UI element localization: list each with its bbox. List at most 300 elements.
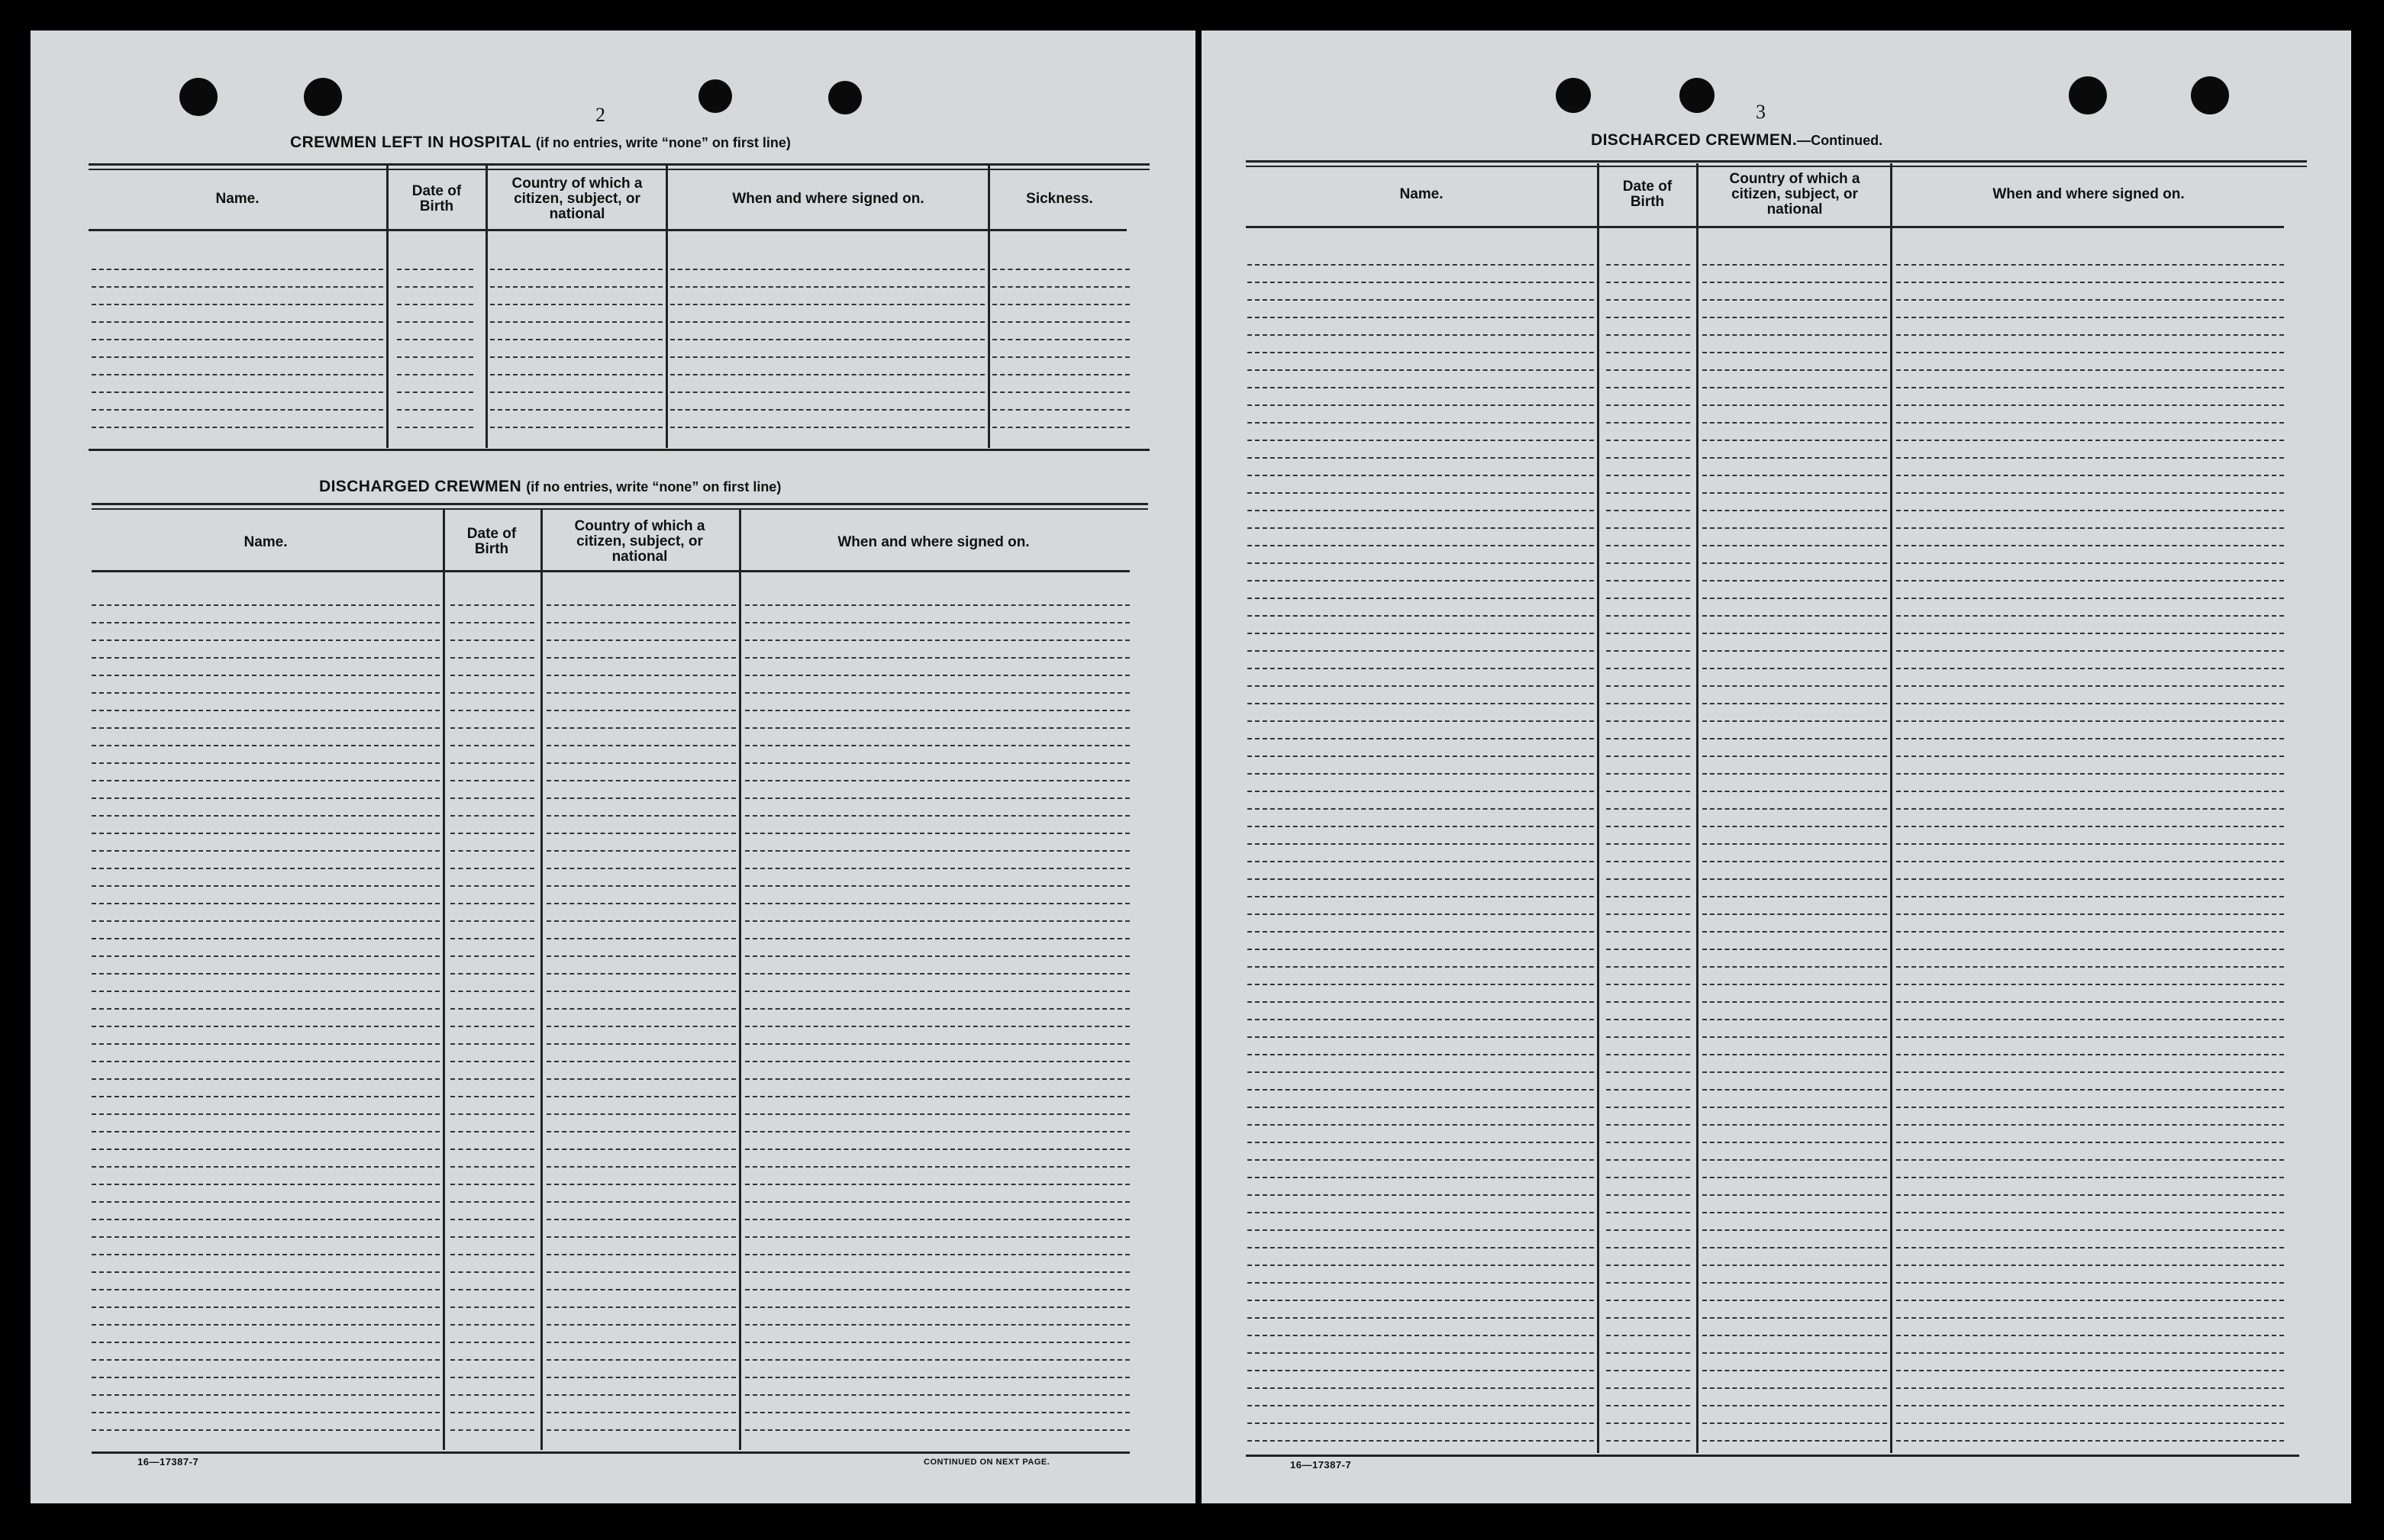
entry-line bbox=[670, 286, 985, 288]
entry-line bbox=[745, 991, 1130, 992]
punch-hole bbox=[698, 79, 732, 113]
entry-line bbox=[547, 868, 736, 869]
column-divider bbox=[1597, 163, 1599, 1453]
entry-line bbox=[745, 622, 1130, 623]
entry-line bbox=[547, 1289, 736, 1290]
entry-line bbox=[547, 815, 736, 817]
entry-line bbox=[450, 1236, 534, 1238]
entry-line bbox=[1247, 492, 1594, 494]
entry-line bbox=[547, 1008, 736, 1010]
entry-line bbox=[490, 321, 663, 323]
entry-line bbox=[547, 850, 736, 852]
entry-line bbox=[1702, 808, 1887, 810]
entry-line bbox=[547, 657, 736, 659]
entry-line bbox=[547, 938, 736, 939]
form-number: 16—17387-7 bbox=[1290, 1459, 1352, 1471]
entry-line bbox=[1606, 1265, 1690, 1266]
entry-line bbox=[1702, 475, 1887, 476]
entry-line bbox=[547, 1078, 736, 1080]
entry-line bbox=[92, 604, 440, 606]
entry-line bbox=[92, 1096, 440, 1097]
entry-line bbox=[1896, 984, 2284, 985]
entry-line bbox=[1896, 949, 2284, 950]
entry-line bbox=[450, 1166, 534, 1168]
table-rule bbox=[89, 449, 1150, 451]
entry-line bbox=[450, 1429, 534, 1431]
entry-line bbox=[490, 374, 663, 375]
entry-line bbox=[1247, 1159, 1594, 1161]
entry-line bbox=[92, 409, 383, 411]
section-title: DISCHARCED CREWMEN.—Continued. bbox=[1591, 131, 1883, 149]
entry-line bbox=[745, 1271, 1130, 1273]
entry-line bbox=[1247, 949, 1594, 950]
entry-line bbox=[450, 1149, 534, 1150]
entry-line bbox=[450, 604, 534, 606]
entry-line bbox=[745, 797, 1130, 799]
entry-line bbox=[1896, 492, 2284, 494]
entry-line bbox=[1702, 1352, 1887, 1354]
entry-line bbox=[547, 1184, 736, 1185]
entry-line bbox=[745, 1078, 1130, 1080]
entry-line bbox=[1896, 1194, 2284, 1196]
column-header-name: Name. bbox=[215, 191, 260, 207]
entry-line bbox=[1702, 1107, 1887, 1108]
header-rule bbox=[92, 570, 1130, 572]
entry-line bbox=[1896, 422, 2284, 424]
entry-line bbox=[1247, 387, 1594, 388]
entry-line bbox=[1247, 1300, 1594, 1301]
entry-line bbox=[490, 339, 663, 340]
right-form-page bbox=[1202, 31, 2351, 1503]
entry-line bbox=[92, 1289, 440, 1290]
entry-line bbox=[745, 1131, 1130, 1132]
entry-line bbox=[92, 1061, 440, 1062]
entry-line bbox=[92, 339, 383, 340]
table-rule bbox=[1246, 160, 2307, 163]
entry-line bbox=[1606, 404, 1690, 406]
entry-line bbox=[1896, 282, 2284, 283]
entry-line bbox=[1606, 738, 1690, 739]
entry-line bbox=[1896, 756, 2284, 757]
entry-line bbox=[1896, 826, 2284, 827]
punch-hole bbox=[2069, 76, 2107, 114]
entry-line bbox=[1247, 615, 1594, 617]
entry-line bbox=[1702, 404, 1887, 406]
entry-line bbox=[1896, 1159, 2284, 1161]
entry-line bbox=[92, 321, 383, 323]
entry-line bbox=[450, 1342, 534, 1343]
entry-line bbox=[92, 269, 383, 270]
entry-line bbox=[670, 339, 985, 340]
entry-line bbox=[1247, 966, 1594, 968]
entry-line bbox=[1606, 878, 1690, 880]
entry-line bbox=[1896, 791, 2284, 792]
entry-line bbox=[1606, 685, 1690, 687]
punch-hole bbox=[1556, 78, 1591, 113]
entry-line bbox=[1606, 527, 1690, 529]
entry-line bbox=[745, 1201, 1130, 1203]
entry-line bbox=[450, 622, 534, 623]
entry-line bbox=[450, 1254, 534, 1255]
entry-line bbox=[1606, 1001, 1690, 1003]
entry-line bbox=[1247, 913, 1594, 915]
entry-line bbox=[1896, 1265, 2284, 1266]
entry-line bbox=[992, 427, 1130, 428]
entry-line bbox=[1896, 703, 2284, 704]
entry-line bbox=[92, 745, 440, 746]
entry-line bbox=[92, 903, 440, 904]
entry-line bbox=[1247, 598, 1594, 599]
entry-line bbox=[547, 1324, 736, 1326]
entry-line bbox=[547, 991, 736, 992]
entry-line bbox=[1247, 299, 1594, 301]
entry-line bbox=[1702, 861, 1887, 862]
entry-line bbox=[992, 391, 1130, 393]
entry-line bbox=[92, 1149, 440, 1150]
entry-line bbox=[1702, 510, 1887, 511]
entry-line bbox=[745, 815, 1130, 817]
entry-line bbox=[92, 1131, 440, 1132]
entry-line bbox=[1702, 1001, 1887, 1003]
entry-line bbox=[1606, 369, 1690, 371]
entry-line bbox=[1702, 773, 1887, 775]
entry-line bbox=[1606, 1089, 1690, 1091]
entry-line bbox=[992, 304, 1130, 305]
entry-line bbox=[1247, 1352, 1594, 1354]
entry-line bbox=[450, 1043, 534, 1045]
entry-line bbox=[1606, 492, 1690, 494]
entry-line bbox=[92, 1412, 440, 1413]
entry-line bbox=[92, 1026, 440, 1027]
entry-line bbox=[547, 745, 736, 746]
entry-line bbox=[92, 1201, 440, 1203]
form-number: 16—17387-7 bbox=[137, 1456, 199, 1468]
entry-line bbox=[1702, 1142, 1887, 1143]
entry-line bbox=[1702, 1370, 1887, 1371]
entry-line bbox=[450, 797, 534, 799]
entry-line bbox=[92, 780, 440, 781]
entry-line bbox=[1247, 1265, 1594, 1266]
entry-line bbox=[547, 797, 736, 799]
entry-line bbox=[1702, 896, 1887, 897]
entry-line bbox=[1247, 1019, 1594, 1020]
entry-line bbox=[92, 955, 440, 957]
entry-line bbox=[1702, 720, 1887, 722]
column-header-country: Country of which a citizen, subject, or national bbox=[574, 518, 705, 565]
entry-line bbox=[745, 1306, 1130, 1308]
entry-line bbox=[1702, 756, 1887, 757]
entry-line bbox=[92, 868, 440, 869]
entry-line bbox=[450, 1219, 534, 1220]
column-divider bbox=[739, 510, 741, 1450]
entry-line bbox=[1247, 791, 1594, 792]
entry-line bbox=[1702, 334, 1887, 336]
entry-line bbox=[92, 427, 383, 428]
entry-line bbox=[1896, 1440, 2284, 1442]
entry-line bbox=[397, 374, 473, 375]
entry-line bbox=[450, 1306, 534, 1308]
entry-line bbox=[547, 1149, 736, 1150]
entry-line bbox=[1606, 457, 1690, 459]
entry-line bbox=[1896, 720, 2284, 722]
entry-line bbox=[1702, 633, 1887, 634]
entry-line bbox=[450, 1061, 534, 1062]
entry-line bbox=[1606, 1124, 1690, 1126]
entry-line bbox=[92, 762, 440, 764]
entry-line bbox=[1896, 562, 2284, 564]
entry-line bbox=[1606, 1036, 1690, 1038]
table-rule bbox=[92, 1451, 1130, 1454]
entry-line bbox=[1606, 773, 1690, 775]
entry-line bbox=[1606, 282, 1690, 283]
entry-line bbox=[547, 1254, 736, 1255]
entry-line bbox=[745, 675, 1130, 676]
entry-line bbox=[1896, 1405, 2284, 1406]
entry-line bbox=[92, 1254, 440, 1255]
entry-line bbox=[1896, 808, 2284, 810]
entry-line bbox=[1247, 369, 1594, 371]
entry-line bbox=[450, 657, 534, 659]
entry-line bbox=[745, 1219, 1130, 1220]
entry-line bbox=[1606, 913, 1690, 915]
entry-line bbox=[992, 339, 1130, 340]
entry-line bbox=[1702, 949, 1887, 950]
entry-line bbox=[745, 1008, 1130, 1010]
entry-line bbox=[450, 1201, 534, 1203]
entry-line bbox=[745, 1236, 1130, 1238]
entry-line bbox=[1247, 703, 1594, 704]
entry-line bbox=[1702, 598, 1887, 599]
entry-line bbox=[1606, 1370, 1690, 1371]
table-rule bbox=[1246, 166, 2307, 167]
entry-line bbox=[1702, 650, 1887, 652]
entry-line bbox=[1702, 984, 1887, 985]
punch-hole bbox=[2191, 76, 2229, 114]
entry-line bbox=[992, 269, 1130, 270]
entry-line bbox=[1896, 545, 2284, 546]
entry-line bbox=[1247, 826, 1594, 827]
entry-line bbox=[1247, 1142, 1594, 1143]
entry-line bbox=[1896, 1229, 2284, 1231]
column-header-dob: Date of Birth bbox=[411, 183, 462, 214]
entry-line bbox=[1702, 440, 1887, 441]
entry-line bbox=[1247, 1124, 1594, 1126]
entry-line bbox=[670, 427, 985, 428]
entry-line bbox=[92, 692, 440, 694]
column-divider bbox=[386, 166, 389, 448]
entry-line bbox=[1606, 1422, 1690, 1424]
continued-note: CONTINUED ON NEXT PAGE. bbox=[924, 1458, 1050, 1467]
entry-line bbox=[92, 833, 440, 834]
entry-line bbox=[1896, 931, 2284, 933]
entry-line bbox=[1702, 1019, 1887, 1020]
entry-line bbox=[450, 1096, 534, 1097]
entry-line bbox=[1896, 1370, 2284, 1371]
entry-line bbox=[1702, 703, 1887, 704]
entry-line bbox=[1606, 387, 1690, 388]
entry-line bbox=[1896, 457, 2284, 459]
entry-line bbox=[1247, 1001, 1594, 1003]
entry-line bbox=[1702, 738, 1887, 739]
entry-line bbox=[1606, 1054, 1690, 1055]
entry-line bbox=[547, 1394, 736, 1396]
entry-line bbox=[547, 1131, 736, 1132]
entry-line bbox=[1896, 1352, 2284, 1354]
entry-line bbox=[92, 1324, 440, 1326]
column-divider bbox=[1890, 163, 1892, 1453]
entry-line bbox=[397, 427, 473, 428]
entry-line bbox=[1247, 1229, 1594, 1231]
entry-line bbox=[1896, 334, 2284, 336]
entry-line bbox=[745, 885, 1130, 887]
entry-line bbox=[1247, 720, 1594, 722]
entry-line bbox=[670, 409, 985, 411]
entry-line bbox=[745, 727, 1130, 729]
entry-line bbox=[1247, 527, 1594, 529]
entry-line bbox=[92, 797, 440, 799]
entry-line bbox=[992, 321, 1130, 323]
entry-line bbox=[1702, 352, 1887, 353]
entry-line bbox=[92, 1236, 440, 1238]
entry-line bbox=[1247, 264, 1594, 266]
column-divider bbox=[486, 166, 488, 448]
entry-line bbox=[1896, 387, 2284, 388]
entry-line bbox=[450, 1078, 534, 1080]
entry-line bbox=[547, 955, 736, 957]
entry-line bbox=[1702, 1282, 1887, 1284]
entry-line bbox=[1247, 1317, 1594, 1319]
entry-line bbox=[1702, 282, 1887, 283]
entry-line bbox=[745, 1149, 1130, 1150]
entry-line bbox=[1606, 510, 1690, 511]
entry-line bbox=[1896, 1019, 2284, 1020]
entry-line bbox=[450, 780, 534, 781]
entry-line bbox=[92, 1394, 440, 1396]
entry-line bbox=[1896, 861, 2284, 862]
entry-line bbox=[1702, 369, 1887, 371]
entry-line bbox=[1247, 1247, 1594, 1248]
entry-line bbox=[1606, 984, 1690, 985]
entry-line bbox=[1247, 668, 1594, 669]
entry-line bbox=[547, 1306, 736, 1308]
entry-line bbox=[1606, 1335, 1690, 1336]
entry-line bbox=[1896, 1212, 2284, 1213]
entry-line bbox=[1702, 545, 1887, 546]
entry-line bbox=[547, 1096, 736, 1097]
entry-line bbox=[1606, 1387, 1690, 1389]
entry-line bbox=[1896, 843, 2284, 845]
entry-line bbox=[1247, 1387, 1594, 1389]
entry-line bbox=[450, 692, 534, 694]
entry-line bbox=[92, 991, 440, 992]
column-header-name: Name. bbox=[1399, 186, 1444, 202]
entry-line bbox=[1702, 562, 1887, 564]
entry-line bbox=[1247, 1107, 1594, 1108]
entry-line bbox=[1247, 457, 1594, 459]
entry-line bbox=[1247, 896, 1594, 897]
entry-line bbox=[1896, 615, 2284, 617]
column-header-dob: Date of Birth bbox=[466, 526, 517, 557]
entry-line bbox=[992, 356, 1130, 358]
column-header-signed: When and where signed on. bbox=[732, 191, 924, 207]
entry-line bbox=[1247, 545, 1594, 546]
table-rule bbox=[92, 503, 1148, 505]
entry-line bbox=[92, 1043, 440, 1045]
entry-line bbox=[745, 850, 1130, 852]
entry-line bbox=[1247, 1054, 1594, 1055]
entry-line bbox=[1702, 317, 1887, 318]
entry-line bbox=[547, 1201, 736, 1203]
entry-line bbox=[1606, 949, 1690, 950]
entry-line bbox=[1247, 422, 1594, 424]
entry-line bbox=[1896, 510, 2284, 511]
entry-line bbox=[1702, 1265, 1887, 1266]
entry-line bbox=[397, 286, 473, 288]
entry-line bbox=[1606, 966, 1690, 968]
entry-line bbox=[547, 1412, 736, 1413]
entry-line bbox=[1702, 1422, 1887, 1424]
entry-line bbox=[1702, 527, 1887, 529]
entry-line bbox=[1702, 580, 1887, 582]
entry-line bbox=[450, 1377, 534, 1378]
entry-line bbox=[745, 1096, 1130, 1097]
entry-line bbox=[670, 321, 985, 323]
entry-line bbox=[1247, 1370, 1594, 1371]
entry-line bbox=[1606, 703, 1690, 704]
entry-line bbox=[745, 692, 1130, 694]
entry-line bbox=[1606, 422, 1690, 424]
entry-line bbox=[1896, 913, 2284, 915]
discharged-section-title: DISCHARGED CREWMEN (if no entries, write “none” on first line) bbox=[319, 478, 782, 495]
entry-line bbox=[490, 269, 663, 270]
entry-line bbox=[92, 1113, 440, 1115]
entry-line bbox=[1702, 422, 1887, 424]
entry-line bbox=[1606, 1194, 1690, 1196]
entry-line bbox=[547, 692, 736, 694]
entry-line bbox=[670, 374, 985, 375]
entry-line bbox=[1606, 1071, 1690, 1073]
entry-line bbox=[1247, 1335, 1594, 1336]
entry-line bbox=[1702, 685, 1887, 687]
entry-line bbox=[450, 991, 534, 992]
entry-line bbox=[1896, 878, 2284, 880]
entry-line bbox=[1606, 562, 1690, 564]
entry-line bbox=[1896, 1282, 2284, 1284]
entry-line bbox=[1247, 931, 1594, 933]
entry-line bbox=[450, 1271, 534, 1273]
punch-hole bbox=[828, 81, 862, 114]
entry-line bbox=[1606, 1107, 1690, 1108]
entry-line bbox=[1702, 1317, 1887, 1319]
entry-line bbox=[992, 409, 1130, 411]
entry-line bbox=[1606, 791, 1690, 792]
entry-line bbox=[1606, 1317, 1690, 1319]
entry-line bbox=[1606, 931, 1690, 933]
entry-line bbox=[1896, 738, 2284, 739]
entry-line bbox=[1606, 1247, 1690, 1248]
column-header-country: Country of which a citizen, subject, or national bbox=[1729, 171, 1860, 217]
entry-line bbox=[1247, 562, 1594, 564]
entry-line bbox=[450, 973, 534, 975]
entry-line bbox=[92, 1429, 440, 1431]
entry-line bbox=[1702, 264, 1887, 266]
entry-line bbox=[670, 269, 985, 270]
entry-line bbox=[1606, 1282, 1690, 1284]
entry-line bbox=[745, 1342, 1130, 1343]
entry-line bbox=[1247, 440, 1594, 441]
entry-line bbox=[745, 938, 1130, 939]
entry-line bbox=[1896, 299, 2284, 301]
